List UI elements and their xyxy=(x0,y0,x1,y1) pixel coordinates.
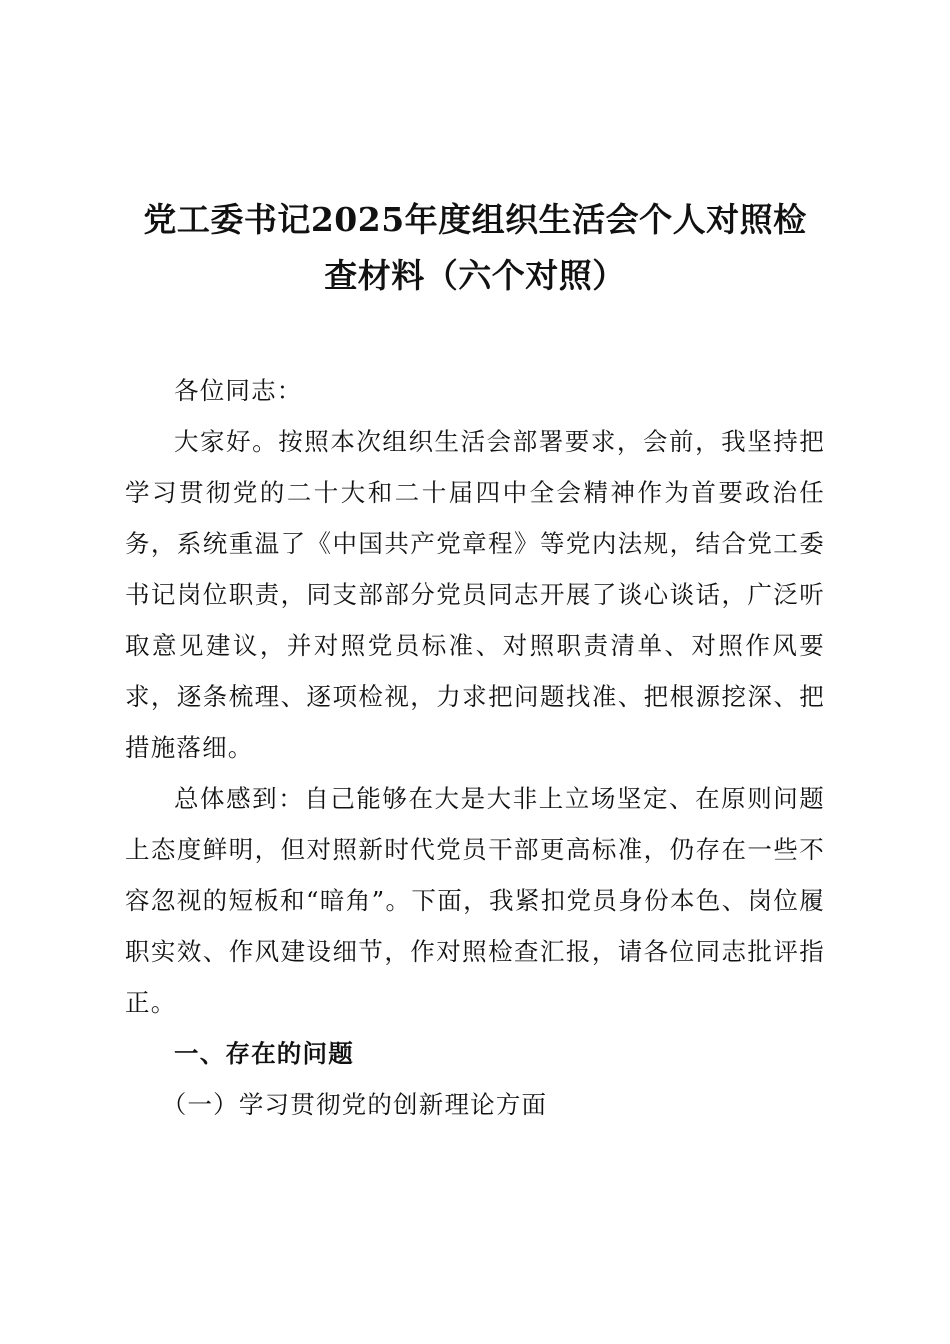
salutation: 各位同志： xyxy=(174,376,303,405)
document-title xyxy=(120,192,830,304)
section-heading-problems: 一、存在的问题 xyxy=(174,1039,354,1068)
subsection-heading-theory-study: （一）学习贯彻党的创新理论方面 xyxy=(161,1090,548,1119)
document-title-line-2: 查材料（六个对照） xyxy=(324,256,626,295)
opening-paragraph: 大家好。按照本次组织生活会部署要求，会前，我坚持把学习贯彻党的二十大和二十届四中全会精神作为首要政治任务，系统重温了《中国共产党章程》等党内法规，结合党工委书记岗位职责，同支部部分党员同志开展了谈心谈话，广泛听取意见建议，并对照党员标准、对照职责清单、对照作风要求，逐条梳理、逐项检视，力求把问题找准、把根源挖深、把措施落细。 xyxy=(125,427,825,762)
document-body xyxy=(125,365,825,1130)
document-title-line-1: 党工委书记2025年度组织生活会个人对照检 xyxy=(143,200,807,239)
summary-paragraph: 总体感到：自己能够在大是大非上立场坚定、在原则问题上态度鲜明，但对照新时代党员干部更高标准，仍存在一些不容忽视的短板和“暗角”。下面，我紧扣党员身份本色、岗位履职实效、作风建设细节，作对照检查汇报，请各位同志批评指正。 xyxy=(125,784,825,1017)
